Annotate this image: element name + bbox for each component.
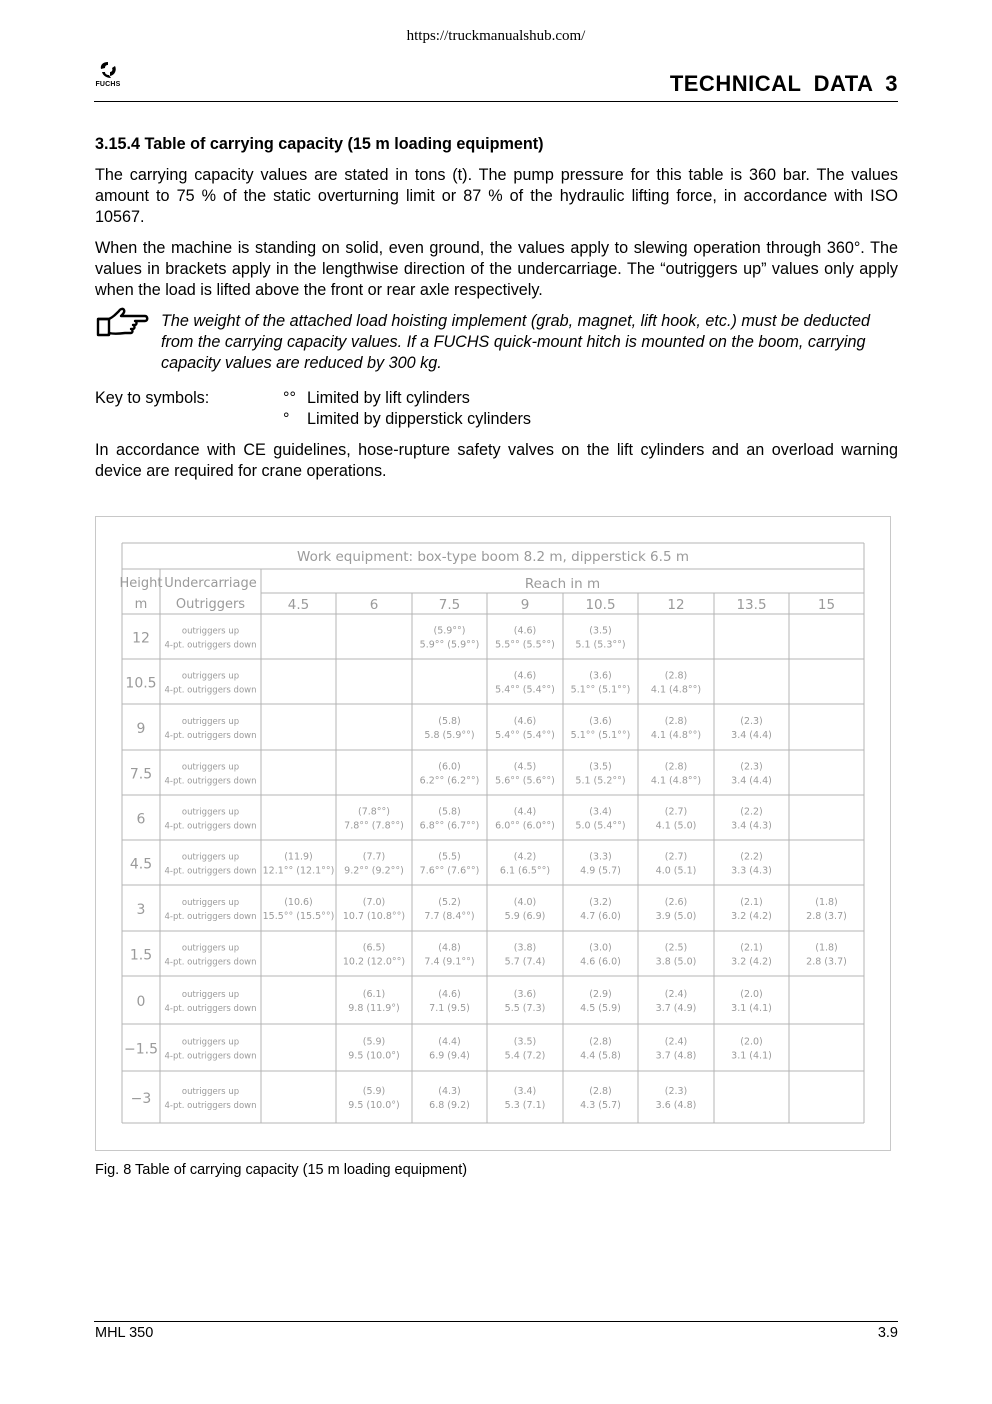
capacity-down-value: 3.3 (4.3) <box>731 865 772 877</box>
capacity-up-value: (1.8) <box>815 942 838 954</box>
capacity-up-value: (2.6) <box>664 897 688 908</box>
capacity-up-value: (3.5) <box>589 761 612 773</box>
capacity-up-value: (5.8) <box>438 716 461 727</box>
key-list <box>283 388 531 430</box>
intro-paragraph: The carrying capacity values are stated in tons (t). The pump pressure for this table is 360 bar. The values amount to 75 % of the static overturning limit or 87 % of the hydraulic lifting force, in accordance with ISO 10567. <box>95 166 898 226</box>
pointing-hand-icon <box>95 307 149 345</box>
row-label-down: 4-pt. outriggers down <box>164 1004 257 1014</box>
capacity-up-value: (5.9) <box>362 1036 386 1048</box>
height-label: Height <box>119 576 163 591</box>
capacity-up-value: (7.8°°) <box>357 806 391 818</box>
capacity-down-value: 4.1 (5.0) <box>655 820 697 832</box>
row-label-down: 4-pt. outriggers down <box>164 1101 257 1111</box>
reach-value: 15 <box>817 597 836 613</box>
capacity-down-value: 6.9 (9.4) <box>429 1050 470 1062</box>
capacity-down-value: 3.4 (4.4) <box>731 775 772 787</box>
source-url: https://truckmanualshub.com/ <box>406 28 586 44</box>
capacity-up-value: (7.0) <box>362 897 386 908</box>
key-symbol: °° <box>283 389 296 407</box>
row-label-up: outriggers up <box>181 852 240 863</box>
capacity-up-value: (2.0) <box>740 1036 763 1048</box>
capacity-down-value: 7.4 (9.1°°) <box>424 956 475 968</box>
reach-value: 6 <box>369 597 379 613</box>
row-label-down: 4-pt. outriggers down <box>164 685 257 696</box>
key-symbol: ° <box>283 410 290 428</box>
capacity-down-value: 5.1°° (5.1°°) <box>570 730 631 741</box>
capacity-down-value: 5.4°° (5.4°°) <box>495 684 555 696</box>
note-text: The weight of the attached load hoisting implement (grab, magnet, lift hook, etc.) must be deducted from the carrying capacity values. If a FUCHS quick-mount hitch is mounted on the boom, carrying capacity values are reduced by 300 kg. <box>161 312 871 372</box>
fuchs-logo-icon <box>97 60 119 80</box>
capacity-up-value: (2.3) <box>740 716 763 727</box>
capacity-down-value: 5.5°° (5.5°°) <box>495 639 555 651</box>
row-label-down: 4-pt. outriggers down <box>164 957 257 968</box>
capacity-down-value: 7.8°° (7.8°°) <box>344 820 404 832</box>
row-label-up: outriggers up <box>181 1087 240 1097</box>
key-item <box>283 409 531 430</box>
capacity-down-value: 9.5 (10.0°) <box>348 1050 400 1062</box>
height-unit: m <box>134 597 148 612</box>
key-item <box>283 388 531 409</box>
row-label-down: 4-pt. outriggers down <box>164 1051 257 1062</box>
capacity-down-value: 9.5 (10.0°) <box>348 1100 400 1111</box>
key-to-symbols <box>95 388 898 430</box>
capacity-down-value: 2.8 (3.7) <box>806 956 847 968</box>
capacity-up-value: (2.0) <box>740 989 763 1000</box>
capacity-down-value: 5.9 (6.9) <box>504 911 546 922</box>
row-label-down: 4-pt. outriggers down <box>164 776 257 787</box>
capacity-table <box>96 517 890 1150</box>
row-label-up: outriggers up <box>181 717 240 727</box>
capacity-down-value: 9.8 (11.9°) <box>348 1003 400 1014</box>
capacity-up-value: (4.6) <box>513 625 537 637</box>
capacity-down-value: 5.1 (5.2°°) <box>575 775 626 787</box>
row-label-down: 4-pt. outriggers down <box>164 731 257 741</box>
row-height: 3 <box>136 902 146 918</box>
capacity-down-value: 10.2 (12.0°°) <box>342 956 406 968</box>
capacity-up-value: (4.6) <box>438 989 461 1000</box>
row-height: −1.5 <box>124 1041 158 1058</box>
capacity-down-value: 3.8 (5.0) <box>655 956 697 968</box>
capacity-up-value: (3.6) <box>513 989 537 1000</box>
capacity-down-value: 6.8°° (6.7°°) <box>419 820 480 832</box>
row-label-up: outriggers up <box>181 898 240 908</box>
capacity-down-value: 5.6°° (5.6°°) <box>495 775 555 787</box>
row-label-up: outriggers up <box>181 626 240 637</box>
capacity-down-value: 6.8 (9.2) <box>429 1100 470 1111</box>
capacity-up-value: (3.5) <box>513 1036 537 1048</box>
main-content <box>95 134 898 492</box>
capacity-up-value: (6.1) <box>362 989 386 1000</box>
reach-value: 10.5 <box>585 597 616 613</box>
footer-divider <box>94 1321 898 1322</box>
row-height: 7.5 <box>129 766 153 783</box>
capacity-down-value: 7.7 (8.4°°) <box>424 911 475 922</box>
capacity-down-value: 5.8 (5.9°°) <box>424 730 475 741</box>
row-label-down: 4-pt. outriggers down <box>164 866 257 877</box>
capacity-down-value: 6.0°° (6.0°°) <box>495 820 555 832</box>
fuchs-logo <box>93 60 123 88</box>
capacity-down-value: 6.1 (6.5°°) <box>499 865 551 877</box>
capacity-up-value: (11.9) <box>284 851 313 863</box>
row-label-up: outriggers up <box>181 671 240 682</box>
capacity-down-value: 12.1°° (12.1°°) <box>262 865 335 877</box>
capacity-up-value: (1.8) <box>815 897 838 908</box>
capacity-down-value: 10.7 (10.8°°) <box>342 911 406 922</box>
row-height: 0 <box>136 994 146 1010</box>
row-label-up: outriggers up <box>181 807 240 818</box>
capacity-up-value: (4.4) <box>438 1036 461 1048</box>
capacity-up-value: (2.3) <box>664 1086 688 1097</box>
capacity-down-value: 6.2°° (6.2°°) <box>419 775 480 787</box>
capacity-up-value: (4.6) <box>513 716 537 727</box>
capacity-up-value: (5.9°°) <box>433 625 466 637</box>
capacity-down-value: 15.5°° (15.5°°) <box>262 911 335 922</box>
capacity-down-value: 3.1 (4.1) <box>731 1050 772 1062</box>
capacity-up-value: (2.4) <box>664 1036 688 1048</box>
capacity-down-value: 5.7 (7.4) <box>504 956 546 968</box>
capacity-down-value: 4.1 (4.8°°) <box>650 684 702 696</box>
capacity-down-value: 7.6°° (7.6°°) <box>419 865 480 877</box>
row-height: 12 <box>132 630 150 647</box>
capacity-up-value: (3.8) <box>513 942 537 954</box>
section-title: 3.15.4 Table of carrying capacity (15 m loading equipment) <box>95 135 544 153</box>
capacity-up-value: (2.2) <box>740 806 763 818</box>
capacity-down-value: 5.9°° (5.9°°) <box>419 639 480 651</box>
capacity-down-value: 4.9 (5.7) <box>580 865 621 877</box>
capacity-up-value: (3.5) <box>589 625 612 637</box>
capacity-up-value: (2.1) <box>740 942 763 954</box>
reach-value: 13.5 <box>736 597 767 613</box>
row-label-up: outriggers up <box>181 990 240 1000</box>
capacity-up-value: (4.2) <box>513 851 537 863</box>
header-divider <box>94 101 898 102</box>
capacity-down-value: 5.1 (5.3°°) <box>575 639 626 651</box>
capacity-down-value: 3.4 (4.3) <box>731 820 772 832</box>
reach-value: 4.5 <box>287 597 310 613</box>
capacity-up-value: (4.3) <box>438 1086 461 1097</box>
row-label-up: outriggers up <box>181 1037 240 1048</box>
capacity-up-value: (2.8) <box>664 670 688 682</box>
capacity-up-value: (4.4) <box>513 806 537 818</box>
capacity-figure <box>95 516 891 1151</box>
capacity-up-value: (2.3) <box>740 761 763 773</box>
outriggers-label: Outriggers <box>175 597 246 612</box>
row-height: −3 <box>130 1091 152 1107</box>
capacity-down-value: 5.4°° (5.4°°) <box>495 730 555 741</box>
capacity-down-value: 5.3 (7.1) <box>504 1100 546 1111</box>
reach-value: 7.5 <box>438 597 461 613</box>
capacity-up-value: (2.9) <box>589 989 612 1000</box>
note-block <box>95 311 898 374</box>
capacity-up-value: (4.6) <box>513 670 537 682</box>
capacity-up-value: (3.2) <box>589 897 612 908</box>
capacity-up-value: (5.9) <box>362 1086 386 1097</box>
row-label-up: outriggers up <box>181 762 240 773</box>
capacity-down-value: 3.9 (5.0) <box>655 911 697 922</box>
row-height: 6 <box>136 811 146 828</box>
row-label-down: 4-pt. outriggers down <box>164 640 257 651</box>
capacity-up-value: (4.0) <box>513 897 537 908</box>
row-label-down: 4-pt. outriggers down <box>164 821 257 832</box>
capacity-up-value: (2.8) <box>589 1036 612 1048</box>
capacity-up-value: (10.6) <box>284 897 313 908</box>
capacity-down-value: 4.6 (6.0) <box>580 956 621 968</box>
capacity-up-value: (3.6) <box>589 716 612 727</box>
capacity-down-value: 3.2 (4.2) <box>731 911 772 922</box>
row-height: 1.5 <box>129 947 153 964</box>
capacity-up-value: (2.7) <box>664 806 688 818</box>
reach-value: 12 <box>667 597 685 613</box>
capacity-down-value: 4.1 (4.8°°) <box>650 730 702 741</box>
capacity-down-value: 4.7 (6.0) <box>580 911 621 922</box>
key-text: Limited by dipperstick cylinders <box>307 410 532 428</box>
capacity-up-value: (5.2) <box>438 897 461 908</box>
capacity-down-value: 4.4 (5.8) <box>580 1050 621 1062</box>
capacity-down-value: 3.7 (4.9) <box>655 1003 697 1014</box>
capacity-up-value: (3.3) <box>589 851 612 863</box>
capacity-up-value: (2.8) <box>589 1086 612 1097</box>
capacity-down-value: 5.0 (5.4°°) <box>575 820 626 832</box>
capacity-up-value: (3.6) <box>589 670 612 682</box>
figure-caption: Fig. 8 Table of carrying capacity (15 m loading equipment) <box>95 1162 468 1178</box>
capacity-down-value: 7.1 (9.5) <box>429 1003 470 1014</box>
capacity-up-value: (2.4) <box>664 989 688 1000</box>
capacity-up-value: (4.5) <box>513 761 537 773</box>
capacity-up-value: (2.2) <box>740 851 763 863</box>
capacity-up-value: (3.0) <box>589 942 612 954</box>
capacity-down-value: 4.1 (4.8°°) <box>650 775 702 787</box>
capacity-up-value: (6.5) <box>362 942 386 954</box>
capacity-down-value: 3.7 (4.8) <box>655 1050 697 1062</box>
capacity-up-value: (3.4) <box>513 1086 537 1097</box>
capacity-down-value: 2.8 (3.7) <box>806 911 847 922</box>
capacity-up-value: (7.7) <box>362 851 386 863</box>
footer-page-number: 3.9 <box>877 1325 898 1341</box>
row-label-up: outriggers up <box>181 943 240 954</box>
capacity-up-value: (5.8) <box>438 806 461 818</box>
capacity-down-value: 3.6 (4.8) <box>655 1100 697 1111</box>
row-height: 4.5 <box>129 856 153 873</box>
capacity-down-value: 3.4 (4.4) <box>731 730 772 741</box>
capacity-down-value: 4.0 (5.1) <box>655 865 697 877</box>
key-text: Limited by lift cylinders <box>307 389 470 407</box>
capacity-down-value: 5.1°° (5.1°°) <box>570 684 631 696</box>
reach-value: 9 <box>520 597 530 613</box>
capacity-down-value: 3.2 (4.2) <box>731 956 772 968</box>
reach-label: Reach in m <box>524 576 601 592</box>
footer-model: MHL 350 <box>95 1325 154 1341</box>
capacity-down-value: 5.4 (7.2) <box>504 1050 546 1062</box>
capacity-up-value: (2.8) <box>664 716 688 727</box>
capacity-up-value: (2.5) <box>664 942 688 954</box>
capacity-down-value: 4.3 (5.7) <box>580 1100 621 1111</box>
capacity-up-value: (3.4) <box>589 806 612 818</box>
capacity-up-value: (2.8) <box>664 761 688 773</box>
capacity-down-value: 4.5 (5.9) <box>580 1003 621 1014</box>
capacity-down-value: 9.2°° (9.2°°) <box>344 865 404 877</box>
page-header-title: TECHNICAL DATA 3 <box>669 71 898 96</box>
capacity-up-value: (5.5) <box>438 851 461 863</box>
row-height: 9 <box>136 721 146 737</box>
row-height: 10.5 <box>125 675 157 692</box>
table-title: Work equipment: box-type boom 8.2 m, dipperstick 6.5 m <box>297 549 689 565</box>
capacity-up-value: (6.0) <box>438 761 461 773</box>
key-label: Key to symbols: <box>95 389 210 407</box>
capacity-down-value: 3.1 (4.1) <box>731 1003 772 1014</box>
capacity-up-value: (4.8) <box>438 942 461 954</box>
capacity-up-value: (2.7) <box>664 851 688 863</box>
slewing-paragraph: When the machine is standing on solid, even ground, the values apply to slewing operation through 360°. The values in brackets apply in the lengthwise direction of the undercarriage. The “outriggers up” values only apply when the load is lifted above the front or rear axle respectively. <box>95 239 898 299</box>
row-label-down: 4-pt. outriggers down <box>164 912 257 922</box>
ce-paragraph: In accordance with CE guidelines, hose-rupture safety valves on the lift cylinders and an overload warning device are required for crane operations. <box>95 441 898 480</box>
brand-name: FUCHS <box>95 81 121 88</box>
undercarriage-label: Undercarriage <box>164 576 257 591</box>
capacity-up-value: (2.1) <box>740 897 763 908</box>
capacity-down-value: 5.5 (7.3) <box>504 1003 546 1014</box>
